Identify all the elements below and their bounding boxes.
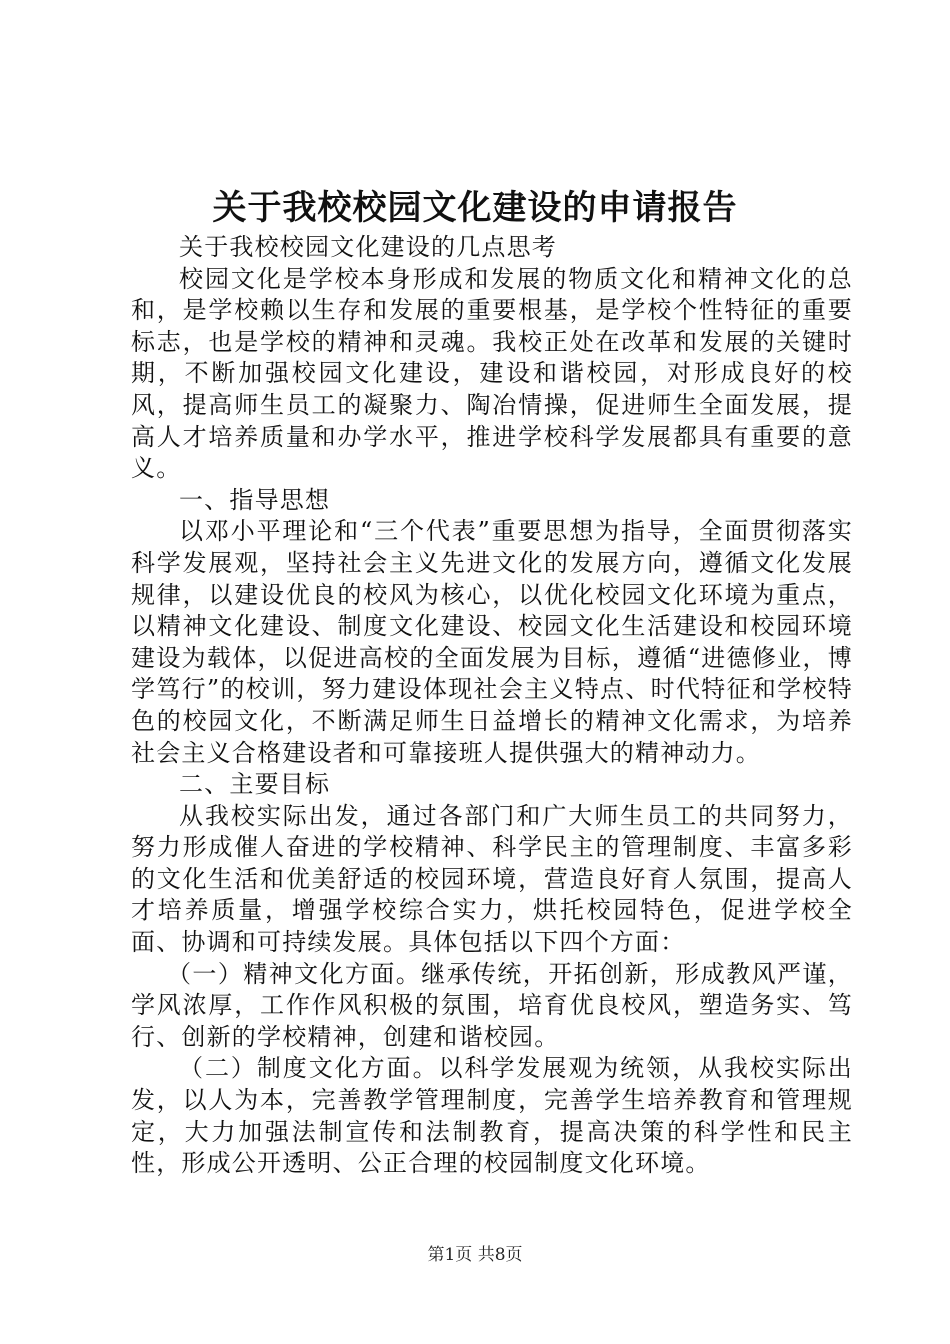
paragraph-main-goals: 从我校实际出发，通过各部门和广大师生员工的共同努力，努力形成催人奋进的学校精神、科学民主的管理制度、丰富多彩的文化生活和优美舒适的校园环境，营造良好育人氛围，提高人才培养质量，增强学校综合实力，烘托校园特色，促进学校全面、协调和可持续发展。具体包括以下四个方面： — [131, 801, 853, 957]
paragraph-guiding-ideology: 以邓小平理论和“三个代表”重要思想为指导，全面贯彻落实科学发展观，坚持社会主义先进文化的发展方向，遵循文化发展规律，以建设优良的校风为核心，以优化校园文化环境为重点，以精神文化建设、制度文化建设、校园文化生活建设和校园环境建设为载体，以促进高校的全面发展为目标，遵循“进德修业，博学笃行”的校训，努力建设体现社会主义特点、时代特征和学校特色的校园文化，不断满足师生日益增长的精神文化需求，为培养社会主义合格建设者和可靠接班人提供强大的精神动力。 — [131, 517, 853, 767]
document-body — [131, 232, 853, 1180]
paragraph-spiritual-culture: （一）精神文化方面。继承传统，开拓创新，形成教风严谨，学风浓厚，工作作风积极的氛围，培育优良校风，塑造务实、笃行、创新的学校精神，创建和谐校园。 — [131, 959, 853, 1051]
paragraph-intro: 校园文化是学校本身形成和发展的物质文化和精神文化的总和，是学校赖以生存和发展的重要根基，是学校个性特征的重要标志，也是学校的精神和灵魂。我校正处在改革和发展的关键时期，不断加强校园文化建设，建设和谐校园，对形成良好的校风，提高师生员工的凝聚力、陶冶情操，促进师生全面发展，提高人才培养质量和办学水平，推进学校科学发展都具有重要的意义。 — [131, 264, 853, 483]
document-title: 关于我校校园文化建设的申请报告 — [212, 188, 738, 228]
page-footer: 第1页 共8页 — [427, 1245, 523, 1265]
section-heading-main-goals: 二、主要目标 — [179, 770, 331, 799]
paragraph-institutional-culture: （二）制度文化方面。以科学发展观为统领，从我校实际出发，以人为本，完善教学管理制度，完善学生培养教育和管理规定，大力加强法制宣传和法制教育，提高决策的科学性和民主性，形成公开透明、公正合理的校园制度文化环境。 — [131, 1054, 853, 1178]
section-heading-guiding-ideology: 一、指导思想 — [179, 485, 331, 514]
paragraph-subtitle: 关于我校校园文化建设的几点思考 — [179, 233, 557, 261]
